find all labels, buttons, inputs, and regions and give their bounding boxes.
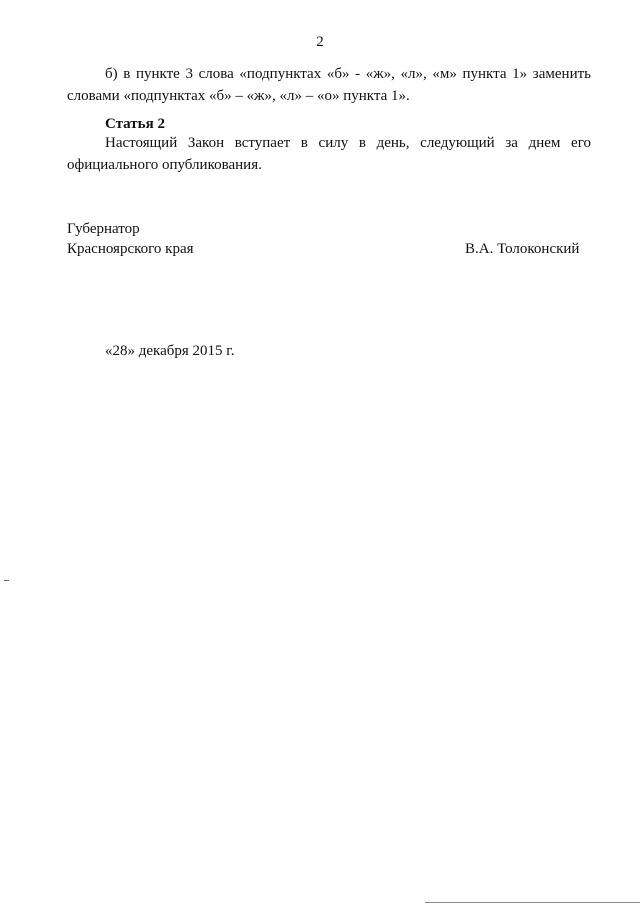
- signatory-title-line: Красноярского края: [67, 241, 194, 257]
- article-heading: Статья 2: [105, 116, 165, 132]
- article-text: Настоящий Закон вступает в силу в день, следующий за днем его официального опубликования.: [67, 135, 591, 173]
- signatory-title-line: Губернатор: [67, 221, 140, 237]
- amendment-paragraph: б) в пункте 3 слова «подпунктах «б» - «ж», «л», «м» пункта 1» заменить словами «подпунктах «б» – «ж», «л» – «о» пункта 1».: [67, 66, 591, 104]
- scan-artifact-mark: [4, 580, 9, 581]
- page-number: 2: [316, 34, 324, 50]
- document-date: «28» декабря 2015 г.: [105, 343, 235, 359]
- scan-artifact-line: [425, 902, 640, 903]
- signatory-name: В.А. Толоконский: [465, 241, 580, 257]
- signatory-title: [67, 219, 194, 259]
